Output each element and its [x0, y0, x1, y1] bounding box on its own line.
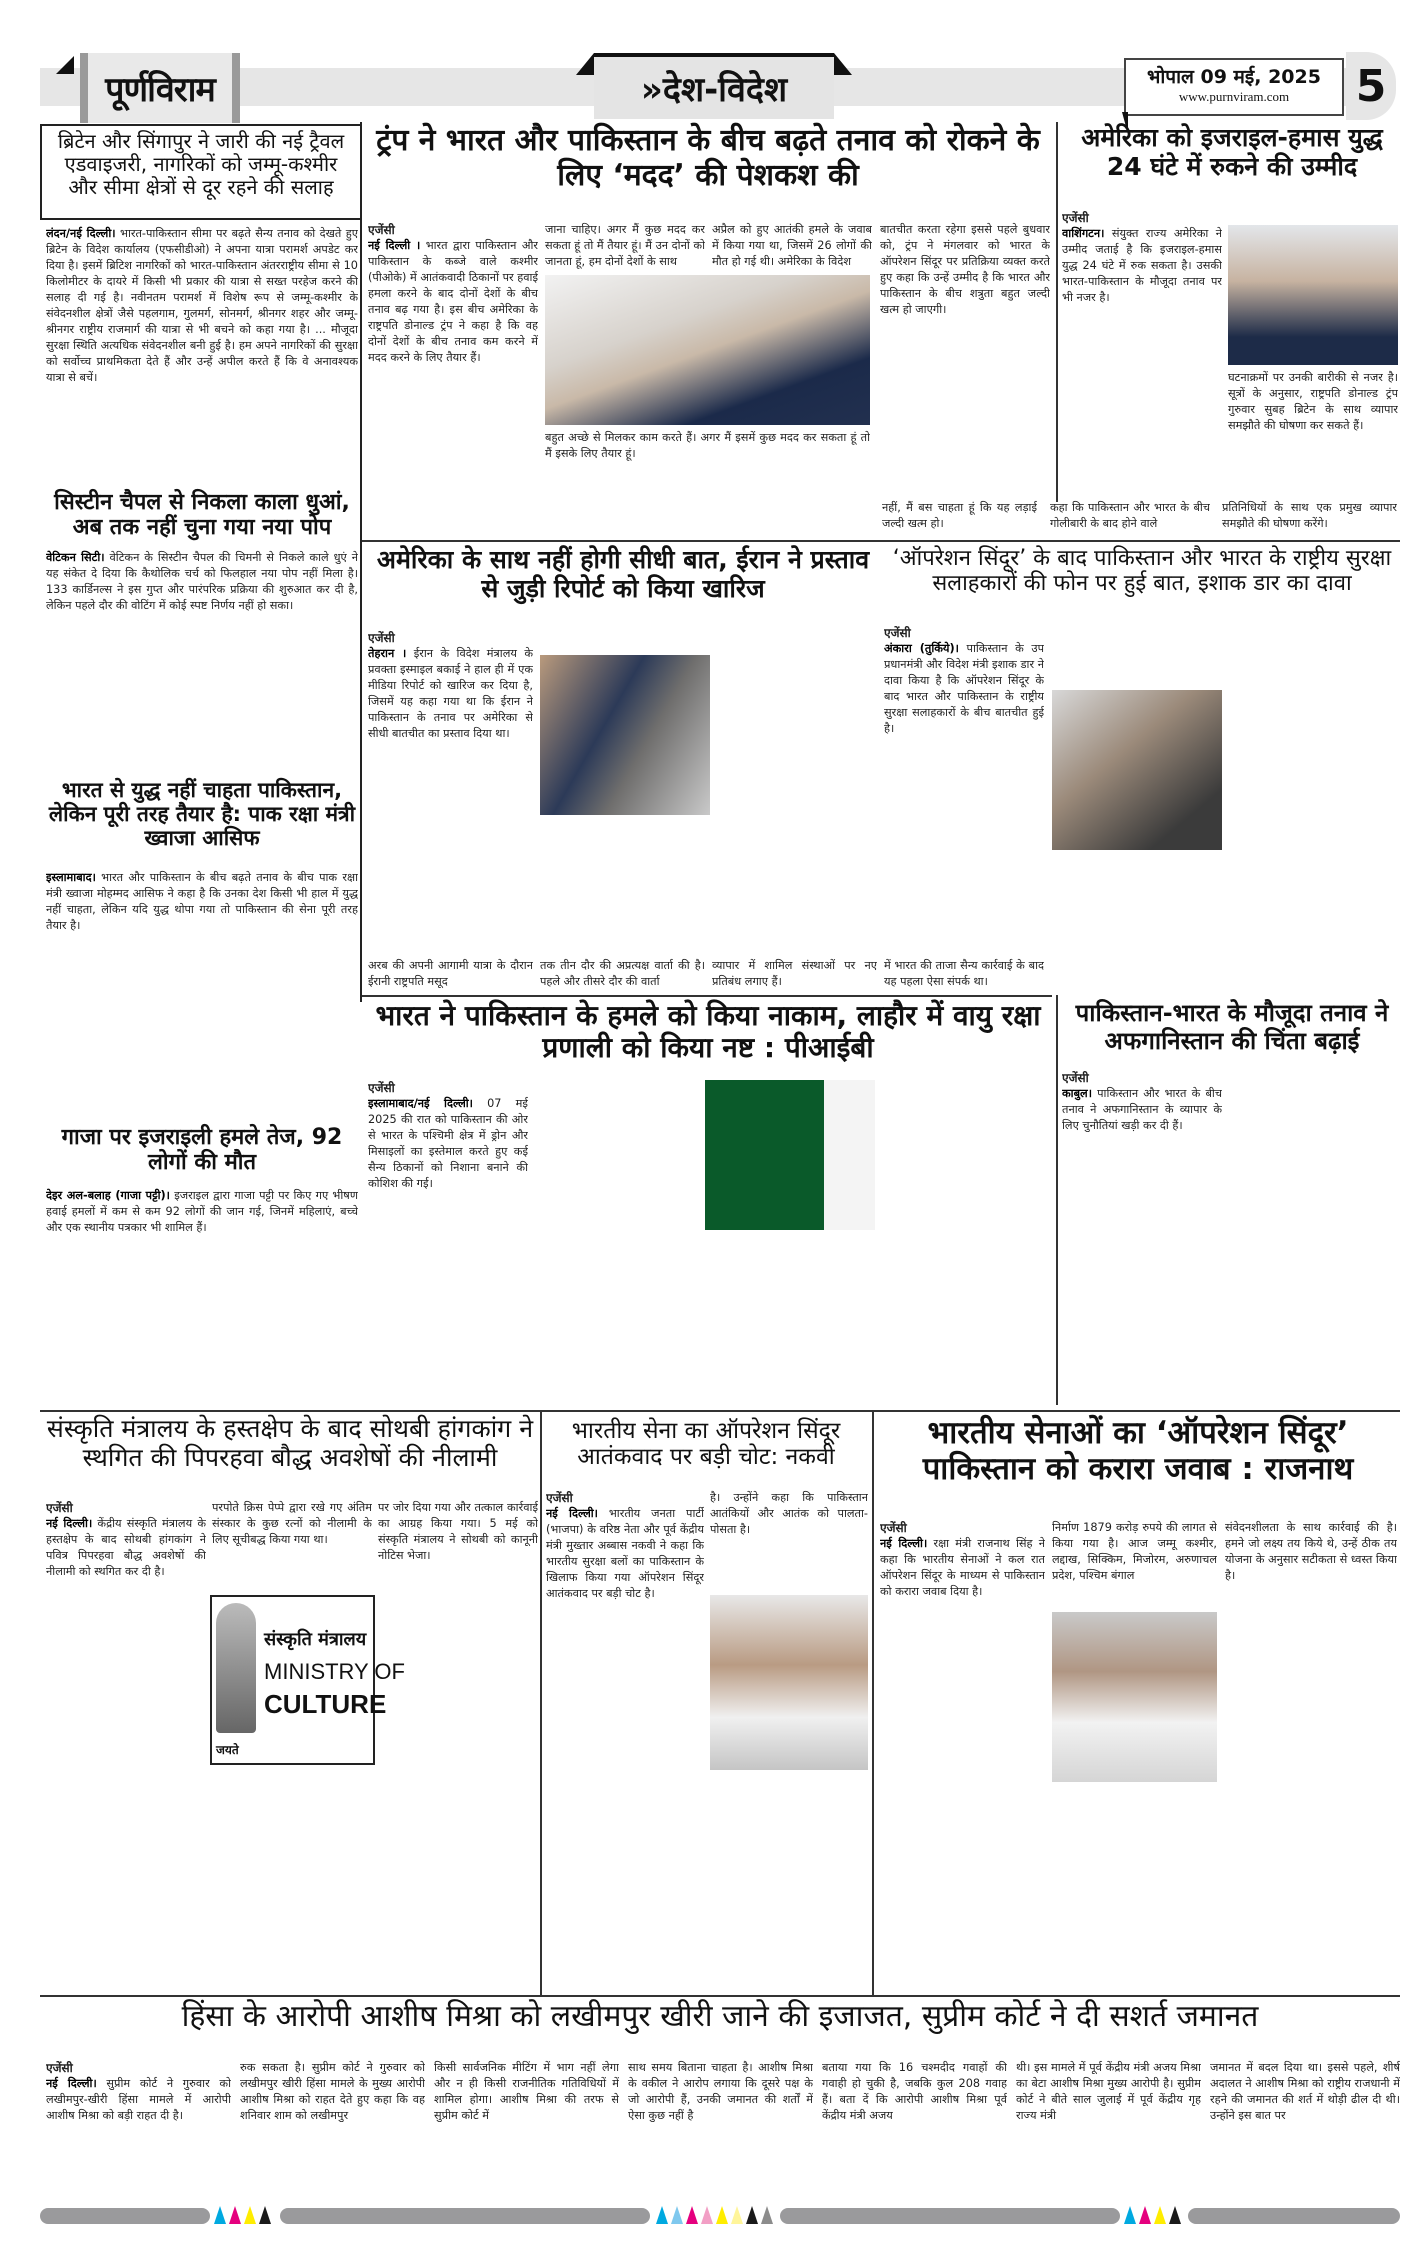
registration-mark-icon	[229, 2206, 241, 2224]
sistine-headline[interactable]: सिस्टीन चैपल से निकला काला धुआं, अब तक नहीं चुना गया नया पोप	[54, 490, 350, 541]
naqvi-text: भारतीय जनता पार्टी (भाजपा) के वरिष्ठ नेता और पूर्व केंद्रीय मंत्री मुख्तार अब्बास नकवी ने कहा कि भारतीय सुरक्षा बलों का पाकिस्तान के खिलाफ किया गया ऑपरेशन सिंदूर आतंकवाद पर बड़ी चोट है।	[546, 1507, 704, 1600]
registration-mark-icon	[1139, 2206, 1151, 2224]
israel-hamas-headline[interactable]: अमेरिका को इजराइल-हमास युद्ध 24 घंटे में रुकने की उम्मीद	[1081, 123, 1383, 181]
ashish-col-4: साथ समय बिताना चाहता है। आशीष मिश्रा के वकील ने आरोप लगाया कि दूसरे पक्ष के जो आरोपी हैं, उनकी जमानत की शर्तों में ऐसा कुछ नहीं है	[628, 2061, 813, 2122]
newspaper-logo[interactable]	[80, 53, 240, 123]
column-divider	[1056, 122, 1058, 502]
uk-advisory-headline[interactable]: ब्रिटेन और सिंगापुर ने जारी की नई ट्रैवल एडवाइजरी, नागरिकों को जम्मू-कश्मीर और सीमा क्षेत्रों से दूर रहने की सलाह	[57, 129, 345, 199]
iran-byline: एजेंसी	[368, 631, 395, 645]
trump-dateline: नई दिल्ली ।	[368, 239, 421, 252]
pak-war-dateline: इस्लामाबाद।	[46, 871, 96, 884]
logo-text: पूर्णविराम	[105, 70, 215, 110]
ashoka-emblem-icon	[216, 1603, 256, 1733]
trump-pezeshkian-photo[interactable]	[540, 655, 710, 815]
rajnath-byline: एजेंसी	[880, 1521, 907, 1535]
naqvi-col2: है। उन्होंने कहा कि पाकिस्तान आतंकियों और आतंक को पालता-पोसता है।	[710, 1491, 868, 1536]
registration-mark-icon	[244, 2206, 256, 2224]
iran-text: ईरान के विदेश मंत्रालय के प्रवक्ता इस्माइल बकाई ने हाल ही में एक मीडिया रिपोर्ट को खारिज कर दिया है, जिसमें यह कहा गया था कि ईरान ने पाकिस्तान के तनाव पर अमेरिका से सीधी बातचीत का प्रस्ताव दिया था।	[368, 647, 533, 740]
iran-tail-3: व्यापार में शामिल संस्थाओं पर नए प्रतिबंध लगाए हैं।	[712, 959, 877, 988]
pakistan-flag-missile-photo[interactable]	[705, 1080, 875, 1230]
trump-headline[interactable]: ट्रंप ने भारत और पाकिस्तान के बीच बढ़ते तनाव को रोकने के लिए ‘मदद’ की पेशकश की	[376, 123, 1040, 193]
trump-photo[interactable]	[545, 275, 870, 425]
issue-date: भोपाल 09 मई, 2025	[1147, 66, 1321, 88]
divider	[40, 1410, 1400, 1412]
lahore-byline: एजेंसी	[368, 1081, 395, 1095]
naqvi-body	[546, 1490, 704, 1990]
ashish-byline: एजेंसी	[46, 2061, 73, 2075]
uk-advisory-headline-box	[40, 124, 362, 220]
naqvi-photo[interactable]	[710, 1595, 868, 1770]
emblem-motto: जयते	[216, 1743, 239, 1757]
lahore-text: 07 मई 2025 की रात को पाकिस्तान की ओर से भारत के पश्चिमी क्षेत्र में ड्रोन और मिसाइलों का इस्तेमाल करते हुए कई सैन्य ठिकानों को निशाना बनाने की कोशिश की गई।	[368, 1097, 528, 1190]
registration-mark-icon	[731, 2206, 743, 2224]
afghan-headline[interactable]: पाकिस्तान-भारत के मौजूदा तनाव ने अफगानिस्तान की चिंता बढ़ाई	[1075, 999, 1389, 1055]
gaza-headline[interactable]: गाजा पर इजराइली हमले तेज, 92 लोगों की मौत	[61, 1125, 343, 1176]
logo-english-line2: CULTURE	[264, 1689, 387, 1719]
piprahwa-col2: परपोते क्रिस पेप्पे द्वारा रखे गए अंतिम संस्कार के कुछ रत्नों को नीलामी के लिए सूचीबद्ध किया गया था।	[212, 1501, 372, 1546]
piprahwa-dateline: नई दिल्ली।	[46, 1517, 93, 1530]
pak-war-body	[46, 870, 358, 1110]
page-number: 5	[1346, 52, 1396, 120]
ashish-col-2: रुक सकता है। सुप्रीम कोर्ट ने गुरुवार को लखीमपुर खीरी हिंसा मामले के मुख्य आरोपी आशीष मिश्रा को राहत देते हुए कहा कि वह शनिवार शाम को लखीमपुर	[240, 2061, 425, 2122]
naqvi-headline[interactable]: भारतीय सेना का ऑपरेशन सिंदूर आतंकवाद पर बड़ी चोट: नकवी	[571, 1418, 841, 1471]
registration-mark-icon	[761, 2206, 773, 2224]
sistine-text: वेटिकन के सिस्टीन चैपल की चिमनी से निकले काले धुएं ने यह संकेत दे दिया कि कैथोलिक चर्च को फिलहाल नया पोप नहीं मिला है। 133 कार्डिनल्स ने इस गुप्त और पारंपरिक प्रक्रिया की शुरुआत कर दी है, लेकिन पहले दौर की वोटिंग में कोई स्पष्ट निर्णय नहीं हो सका।	[46, 551, 358, 612]
registration-mark-icon	[656, 2206, 668, 2224]
piprahwa-headline[interactable]: संस्कृति मंत्रालय के हस्तक्षेप के बाद सोथबी हांगकांग ने स्थगित की पिपरहवा बौद्ध अवशेषों की नीलामी	[46, 1414, 534, 1472]
ashish-text-1: सुप्रीम कोर्ट ने गुरुवार को लखीमपुर-खीरी हिंसा मामले में आरोपी आशीष मिश्रा को बड़ी राहत दी है।	[46, 2077, 231, 2122]
israel-hamas-tail-3: प्रतिनिधियों के साथ एक प्रमुख व्यापार समझौते की घोषणा करेंगे।	[1222, 501, 1397, 530]
registration-mark-icon	[716, 2206, 728, 2224]
nsa-call-body	[884, 625, 1044, 965]
afghan-byline: एजेंसी	[1062, 1071, 1089, 1085]
ashish-col-3: किसी सार्वजनिक मीटिंग में भाग नहीं लेगा और न ही किसी राजनीतिक गतिविधियों में शामिल होगा। आशीष मिश्रा की तरफ से सुप्रीम कोर्ट में	[434, 2061, 619, 2122]
date-box	[1124, 58, 1344, 116]
nsa-call-tail: में भारत की ताजा सैन्य कार्रवाई के बाद यह पहला ऐसा संपर्क था।	[884, 959, 1044, 988]
nsa-call-text: पाकिस्तान के उप प्रधानमंत्री और विदेश मंत्री इशाक डार ने दावा किया है कि ऑपरेशन सिंदूर के बाद भारत और पाकिस्तान के राष्ट्रीय सुरक्षा सलाहकारों के बीच बातचीत हुई है।	[884, 642, 1044, 735]
masthead-ornament	[56, 56, 74, 74]
rajnath-photo[interactable]	[1052, 1612, 1217, 1782]
section-label: देश-विदेश	[662, 70, 788, 110]
israel-hamas-right-text: घटनाक्रमों पर उनकी बारीकी से नजर है। सूत्रों के अनुसार, राष्ट्रपति डोनाल्ड ट्रंप गुरुवार सुबह ब्रिटेन के साथ व्यापार समझौते की घोषणा कर सकते हैं।	[1228, 371, 1398, 432]
uk-advisory-body	[46, 226, 358, 436]
afghan-text: पाकिस्तान और भारत के बीच तनाव ने अफगानिस्तान के व्यापार के लिए चुनौतियां खड़ी कर दी हैं।	[1062, 1087, 1222, 1132]
divider	[40, 1995, 1400, 1997]
ashish-col-6: थी। इस मामले में पूर्व केंद्रीय मंत्री अजय मिश्रा का बेटा आशीष मिश्रा मुख्य आरोपी है। सुप्रीम कोर्ट ने बीते साल जुलाई में पूर्व केंद्रीय गृह राज्य मंत्री	[1016, 2061, 1201, 2122]
trump-body-lower: बहुत अच्छे से मिलकर काम करते हैं। अगर मैं इसमें कुछ मदद कर सकता हूं तो मैं इसके लिए तैयार हूं।	[545, 431, 870, 460]
registration-mark-icon	[1169, 2206, 1181, 2224]
print-bar	[280, 2208, 650, 2224]
website-link[interactable]: www.purnviram.com	[1178, 89, 1290, 104]
rajnath-text: रक्षा मंत्री राजनाथ सिंह ने कहा कि भारतीय सेनाओं ने कल रात ऑपरेशन सिंदूर के माध्यम से पाकिस्तान को करारा जवाब दिया है।	[880, 1537, 1045, 1598]
lahore-dateline: इस्लामाबाद/नई दिल्ली।	[368, 1097, 473, 1110]
print-bar	[780, 2208, 1120, 2224]
trump-text-1: भारत द्वारा पाकिस्तान और पाकिस्तान के कब्जे वाले कश्मीर (पीओके) में आतंकवादी ठिकानों पर हवाई हमला करने के बाद दोनों देशों के बीच तनाव बढ़ गया है। इस बीच अमेरिका के राष्ट्रपति डोनाल्ड ट्रंप ने कहा है कि वह दोनों देशों के बीच तनाव कम करने में मदद करने के लिए तैयार हैं।	[368, 239, 538, 364]
logo-hindi-text: संस्कृति मंत्रालय	[264, 1629, 367, 1650]
israel-hamas-text: संयुक्त राज्य अमेरिका ने उम्मीद जताई है कि इजराइल-हमास युद्ध 24 घंटे में रुक सकता है। उसकी भारत-पाकिस्तान के मौजूदा तनाव पर भी नजर है।	[1062, 227, 1222, 304]
sistine-body	[46, 550, 358, 760]
registration-mark-icon	[214, 2206, 226, 2224]
column-divider	[540, 1412, 542, 1997]
pak-war-headline[interactable]: भारत से युद्ध नहीं चाहता पाकिस्तान, लेकिन पूरी तरह तैयार है: पाक रक्षा मंत्री ख्वाजा आसिफ	[48, 778, 356, 851]
rajnath-col3: संवेदनशीलता के साथ कार्रवाई की है। हमने जो लक्ष्य तय किये थे, उन्हें ठीक तय योजना के अनुसार सटीकता से ध्वस्त किया है।	[1225, 1521, 1397, 1582]
registration-mark-icon	[1154, 2206, 1166, 2224]
logo-english-line1: MINISTRY OF	[264, 1659, 405, 1684]
section-ornament-left	[576, 53, 594, 75]
rajnath-dateline: नई दिल्ली।	[880, 1537, 928, 1550]
ministry-of-culture-logo[interactable]	[210, 1595, 405, 1765]
nsa-call-headline[interactable]: ‘ऑपरेशन सिंदूर’ के बाद पाकिस्तान और भारत के राष्ट्रीय सुरक्षा सलाहकारों की फोन पर हुई बात, इशाक डार का दावा	[892, 546, 1392, 597]
trump-body-col3: अप्रैल को हुए आतंकी हमले के जवाब में किया गया था, जिसमें 26 लोगों की मौत हो गई थी। अमेरिका के विदेश	[712, 223, 872, 268]
israel-hamas-byline: एजेंसी	[1062, 211, 1089, 225]
ashish-col-5: बताया गया कि 16 चश्मदीद गवाहों की गवाही हो चुकी है, जबकि कुल 208 गवाह हैं। बता दें कि आरोपी आशीष मिश्रा पूर्व केंद्रीय मंत्री अजय	[822, 2061, 1007, 2122]
ashish-col-7: जमानत में बदल दिया था। इससे पहले, शीर्ष अदालत ने आशीष मिश्रा को राष्ट्रीय राजधानी में रहने की जमानत की शर्त में थोड़ी ढील दी थी। उन्होंने इस बात पर	[1210, 2061, 1400, 2122]
trump-byline: एजेंसी	[368, 223, 395, 237]
registration-mark-icon	[671, 2206, 683, 2224]
iran-tail-1: अरब की अपनी आगामी यात्रा के दौरान ईरानी राष्ट्रपति मसूद	[368, 959, 533, 988]
trump-podium-photo[interactable]	[1228, 225, 1398, 365]
print-bar	[1188, 2208, 1400, 2224]
print-bar	[40, 2208, 210, 2224]
ashish-dateline: नई दिल्ली।	[46, 2077, 97, 2090]
column-divider	[872, 1412, 874, 1997]
piprahwa-text: केंद्रीय संस्कृति मंत्रालय के हस्तक्षेप के बाद सोथबी हांगकांग ने पवित्र पिपरहवा बौद्ध अवशेषों की नीलामी को स्थगित कर दी है।	[46, 1517, 206, 1578]
afghan-dateline: काबुल।	[1062, 1087, 1092, 1100]
registration-mark-icon	[259, 2206, 271, 2224]
gaza-text: इजराइल द्वारा गाजा पट्टी पर किए गए भीषण हवाई हमलों में कम से कम 92 लोगों की जान गई, जिनमें महिलाएं, बच्चे और एक स्थानीय पत्रकार भी शामिल हैं।	[46, 1189, 358, 1234]
section-title	[594, 53, 834, 119]
rajnath-headline[interactable]: भारतीय सेनाओं का ‘ऑपरेशन सिंदूर’ पाकिस्तान को करारा जवाब : राजनाथ	[922, 1415, 1354, 1487]
afghan-body	[1062, 1070, 1222, 1400]
uk-advisory-text: भारत-पाकिस्तान सीमा पर बढ़ते सैन्य तनाव को देखते हुए ब्रिटेन के विदेश कार्यालय (एफसीडीओ) ने अपना यात्रा परामर्श अपडेट कर दिया है। इसमें ब्रिटिश नागरिकों को भारत-पाकिस्तान अंतरराष्ट्रीय सीमा से 10 किलोमीटर के दायरे में किसी भी प्रकार की यात्रा से सख्त परहेज करने की सलाह दी गई है। नवीनतम परामर्श में विशेष रूप से जम्मू-कश्मीर के संवेदनशील क्षेत्रों जैसे पहलगाम, गुलमर्ग, सोनमर्ग, श्रीनगर शहर और जम्मू-श्रीनगर राष्ट्रीय राजमार्ग की यात्रा से भी बचने को कहा गया है। ... मौजूदा सुरक्षा स्थिति अत्यधिक संवेदनशील बनी हुई है। हम अपने नागरिकों की सुरक्षा को सर्वोच्च प्राथमिकता देते हैं और उन्हें अपील करते हैं कि वे अनावश्यक यात्रा से बचें।	[46, 227, 358, 384]
ashish-headline[interactable]: हिंसा के आरोपी आशीष मिश्रा को लखीमपुर खीरी जाने की इजाजत, सुप्रीम कोर्ट ने दी सशर्त जमानत	[181, 1999, 1259, 2034]
rajnath-body	[880, 1520, 1045, 1990]
section-arrow-icon: »	[640, 70, 663, 110]
trump-body-col1	[368, 222, 538, 522]
naqvi-byline: एजेंसी	[546, 1491, 573, 1505]
divider	[880, 540, 1400, 542]
pak-war-text: भारत और पाकिस्तान के बीच बढ़ते तनाव के बीच पाक रक्षा मंत्री ख्वाजा मोहम्मद आसिफ ने कहा है कि उनका देश किसी भी हाल में युद्ध नहीं चाहता, लेकिन यदि युद्ध थोपा गया तो पाकिस्तान की सेना पूरी तरह तैयार है।	[46, 871, 358, 932]
iran-tail-2: तक तीन दौर की अप्रत्यक्ष वार्ता की है। पहले और तीसरे दौर की वार्ता	[540, 959, 705, 988]
iran-headline[interactable]: अमेरिका के साथ नहीं होगी सीधी बात, ईरान ने प्रस्ताव से जुड़ी रिपोर्ट को किया खारिज	[376, 545, 870, 603]
section-ornament-right	[834, 53, 852, 75]
registration-mark-icon	[686, 2206, 698, 2224]
israel-hamas-dateline: वाशिंगटन।	[1062, 227, 1105, 240]
naqvi-dateline: नई दिल्ली।	[546, 1507, 598, 1520]
iran-body	[368, 630, 533, 960]
gaza-body	[46, 1188, 358, 1398]
ashish-col-1	[46, 2060, 231, 2200]
israel-hamas-tail-2: कहा कि पाकिस्तान और भारत के बीच गोलीबारी के बाद होने वाले	[1050, 501, 1210, 530]
column-divider	[1056, 995, 1058, 1405]
uk-advisory-dateline: लंदन/नई दिल्ली।	[46, 227, 116, 240]
nsa-call-dateline: अंकारा (तुर्किये)।	[884, 642, 959, 655]
trump-body-col2: जाना चाहिए। अगर मैं कुछ मदद कर सकता हूं तो मैं तैयार हूं। मैं उन दोनों को जानता हूं, हम दोनों देशों के साथ	[545, 223, 705, 268]
lahore-body	[368, 1080, 528, 1390]
nsa-call-byline: एजेंसी	[884, 626, 911, 640]
sistine-dateline: वेटिकन सिटी।	[46, 551, 105, 564]
gaza-dateline: देइर अल-बलाह (गाजा पट्टी)।	[46, 1189, 170, 1202]
israel-hamas-tail-1: नहीं, मैं बस चाहता हूं कि यह लड़ाई जल्दी खत्म हो।	[882, 501, 1037, 530]
divider	[362, 995, 1052, 997]
piprahwa-col3: पर जोर दिया गया और तत्काल कार्रवाई का आग्रह किया गया। 5 मई को संस्कृति मंत्रालय ने सोथबी को कानूनी नोटिस भेजा।	[378, 1501, 538, 1562]
divider	[362, 540, 880, 542]
trump-continuation: बातचीत करता रहेगा इससे पहले बुधवार को, ट्रंप ने मंगलवार को भारत के ऑपरेशन सिंदूर पर प्रतिक्रिया व्यक्त करते हुए कहा कि उन्हें उम्मीद है कि भारत और पाकिस्तान के बीच शत्रुता बहुत जल्दी खत्म हो जाएगी।	[880, 223, 1050, 316]
piprahwa-body	[46, 1500, 206, 1980]
lahore-headline[interactable]: भारत ने पाकिस्तान के हमले को किया नाकाम, लाहौर में वायु रक्षा प्रणाली को किया नष्ट : पीआईबी	[375, 999, 1041, 1065]
iran-dateline: तेहरान ।	[368, 647, 407, 660]
registration-mark-icon	[746, 2206, 758, 2224]
piprahwa-byline: एजेंसी	[46, 1501, 73, 1515]
rajnath-col2: निर्माण 1879 करोड़ रुपये की लागत से किया गया है। आज जम्मू कश्मीर, लद्दाख, सिक्किम, मिजोरम, अरुणाचल प्रदेश, पश्चिम बंगाल	[1052, 1521, 1217, 1582]
registration-mark-icon	[701, 2206, 713, 2224]
registration-mark-icon	[1124, 2206, 1136, 2224]
israel-hamas-body	[1062, 210, 1222, 510]
ishaq-dar-photo[interactable]	[1052, 690, 1222, 850]
